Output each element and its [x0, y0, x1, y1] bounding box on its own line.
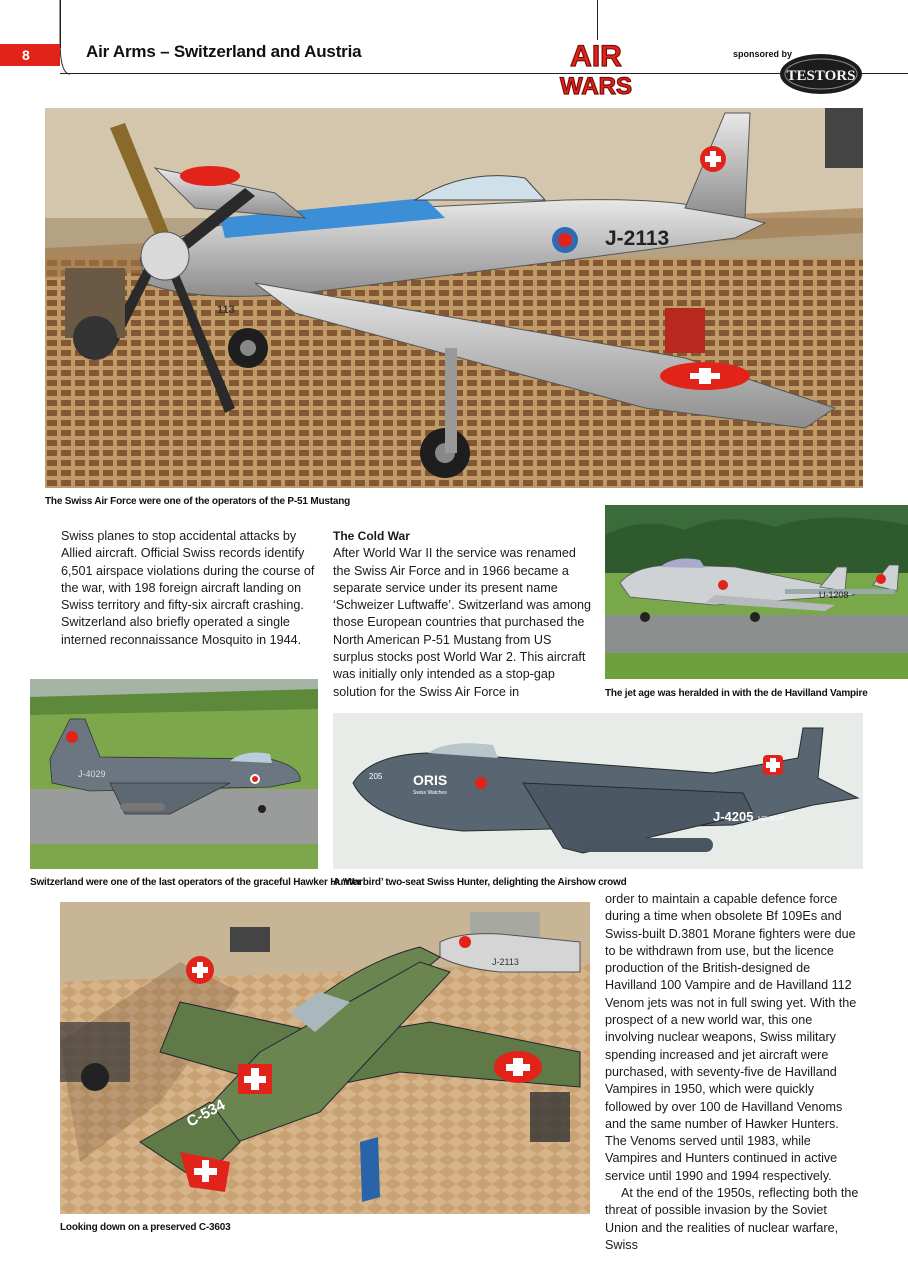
- article-column-2: [333, 528, 595, 701]
- warbird-sponsor-sub: Swiss Watches: [413, 790, 447, 796]
- warbird-nose-code: 205: [369, 772, 383, 781]
- p51-serial: J-2113: [605, 227, 670, 250]
- logo-wars-text: WARS: [560, 73, 632, 98]
- logo-air-text: AIR: [570, 40, 622, 73]
- caption-c3603: Looking down on a preserved C-3603: [60, 1222, 231, 1233]
- caption-hunter: Switzerland were one of the last operators of the graceful Hawker Hunter: [30, 877, 362, 888]
- testors-logo: [778, 52, 864, 96]
- vampire-serial: U-1208: [819, 590, 849, 600]
- page-number: 8: [0, 44, 60, 66]
- header-divider-right: [597, 0, 598, 40]
- caption-p51: The Swiss Air Force were one of the operators of the P-51 Mustang: [45, 496, 351, 507]
- section-title: Air Arms – Switzerland and Austria: [86, 42, 362, 61]
- photo-hawker-hunter: [30, 679, 318, 869]
- warbird-registration: HB-RVP: [758, 816, 785, 823]
- hunter-serial: J-4029: [78, 769, 106, 779]
- article-column-1: [61, 528, 317, 649]
- article-column-3: [605, 891, 863, 1254]
- photo-p51-mustang: [45, 108, 863, 488]
- c3603-bg-serial: J-2113: [492, 957, 519, 967]
- air-wars-logo: [553, 38, 639, 98]
- article-paragraph: After World War II the service was renamed the Swiss Air Force and in 1966 became a separate service under its present name ‘Schweizer Luftwaffe’. Switzerland was among those European countries that purchased the North American P-51 Mustang from US surplus stocks post World War 2. This aircraft was initially only intended as a stop-gap solution for the Swiss Air Force in: [333, 546, 592, 699]
- sponsored-by-label: sponsored by: [733, 49, 793, 59]
- photo-warbird-hunter: [333, 713, 863, 869]
- caption-warbird: A ‘Warbird’ two-seat Swiss Hunter, delighting the Airshow crowd: [333, 877, 627, 888]
- photo-vampire: [605, 505, 908, 679]
- caption-vampire: The jet age was heralded in with the de Havilland Vampire: [605, 688, 868, 699]
- p51-code: 113: [217, 304, 235, 316]
- article-paragraph: Swiss planes to stop accidental attacks by Allied aircraft. Official Swiss records identify 6,501 airspace violations during the course of the war, with 198 foreign aircraft landing on Swiss territory and fifty-six aircraft crashing. Switzerland also briefly operated a single interned reconnaissance Mosquito in 1944.: [61, 529, 315, 647]
- warbird-sponsor-mark: ORIS: [413, 772, 448, 788]
- c3603-serial: C-534: [183, 1096, 228, 1131]
- photo-c3603: [60, 902, 590, 1214]
- subheading-cold-war: The Cold War: [333, 529, 410, 543]
- article-paragraph: order to maintain a capable defence force during a time when obsolete Bf 109Es and Swiss-built D.3801 Morane fighters were due to be withdrawn from use, but the licence production of the British-designed de Havilland 100 Vampire and de Havilland 112 Venom jets was not in full swing yet. With the prospect of a new world war, this one involving nuclear weapons, Swiss military spending increased and jet aircraft were purchased, with seventy-five de Havilland Vampires in 1950, which were quickly followed by over 100 de Havilland Venoms and the same number of Hawker Hunters. The Venoms served until 1983, while Vampires and Hunters continued in active service until 1990 and 1994 respectively.: [605, 892, 857, 1183]
- article-paragraph: At the end of the 1950s, reflecting both the threat of possible invasion by the Soviet Union and the realities of nuclear warfare, Swiss: [605, 1186, 859, 1252]
- testors-logo-text: TESTORS: [786, 68, 856, 84]
- warbird-serial: J-4205: [713, 809, 754, 824]
